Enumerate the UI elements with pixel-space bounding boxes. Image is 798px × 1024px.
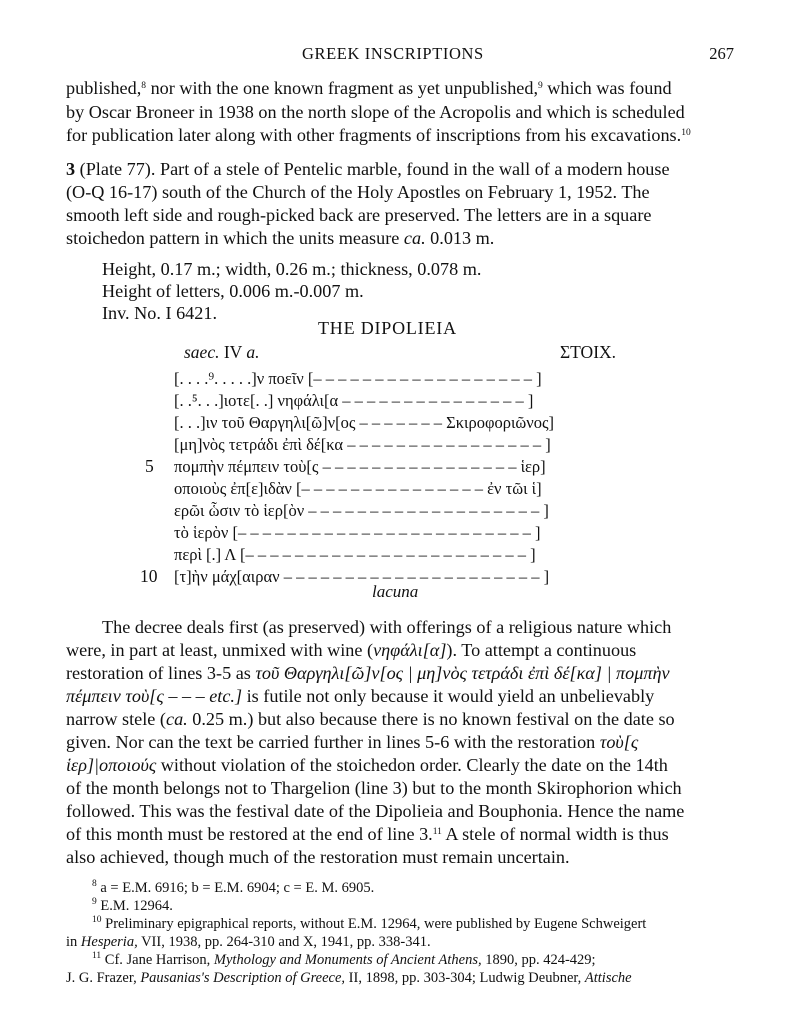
inscription-line-8: τὸ ἱερὸν [– – – – – – – – – – – – – – – – – – – – – – – – ]: [174, 523, 541, 542]
footnote-11: $^{11}$ Cf. Jane Harrison, Mythology and Monuments of Ancient Athens, 1890, pp. 424-429;: [92, 951, 596, 968]
footnote-8: $^8$ a = E.M. 6916; b = E.M. 6904; c = E. M. 6905.: [92, 879, 375, 896]
discussion-line-7: ἱερ]|οποιούς without violation of the stoichedon order. Clearly the date on the 14th: [66, 755, 668, 775]
entry-line-4: stoichedon pattern in which the units measure ca. 0.013 m.: [66, 228, 495, 248]
inventory-line: Inv. No. I 6421.: [102, 303, 218, 323]
entry-number: 3: [66, 159, 76, 179]
footnote-11-cont: J. G. Frazer, Pausanias's Description of Greece, II, 1898, pp. 303-304; Ludwig Deubner, Attische: [66, 970, 632, 986]
letter-height-line: Height of letters, 0.006 m.-0.007 m.: [102, 281, 364, 301]
inscription-line-10: [τ]ὴν μάχ[αιραν – – – – – – – – – – – – – – – – – – – – – ]: [174, 567, 550, 586]
entry-line-3: smooth left side and rough-picked back are preserved. The letters are in a square: [66, 205, 652, 225]
stoichedon-label: ΣΤΟΙΧ.: [560, 342, 617, 362]
footnote-ref-8[interactable]: 8: [141, 81, 147, 91]
discussion-line-5: narrow stele (ca. 0.25 m.) but also because there is no known festival on the date so: [66, 709, 675, 729]
inscription-line-3: [. . .]ιν τοῦ Θαργηλι[ῶ]ν[ος – – – – – – – Σκιροφοριῶνος]: [174, 413, 554, 432]
intro-line-2: by Oscar Broneer in 1938 on the north slope of the Acropolis and which is scheduled: [66, 102, 685, 122]
footnote-ref-10[interactable]: 10: [681, 128, 691, 138]
inscription-line-9: περὶ [.] Λ [– – – – – – – – – – – – – – – – – – – – – – – ]: [174, 545, 536, 564]
inscription-title: THE DIPOLIEIA: [318, 318, 457, 338]
discussion-line-8: of the month belongs not to Thargelion (line 3) but to the month Skirophorion which: [66, 778, 682, 798]
page-number: 267: [709, 44, 734, 63]
discussion-line-4: πέμπειν τοὺ[ς – – – etc.] is futile not only because it would yield an unbelievably: [66, 686, 655, 706]
discussion-line-10: of this month must be restored at the end of line 3.11 A stele of normal width is thus: [66, 824, 669, 844]
footnote-9: $^9$ E.M. 12964.: [92, 897, 173, 914]
inscription-line-1: [. . . .⁹. . . . .]ν ποεῖν [– – – – – – – – – – – – – – – – – – ]: [174, 369, 542, 388]
inscription-date: saec. IV a.: [184, 342, 260, 362]
inscription-line-4: [μη]νὸς τετράδι ἐπὶ δέ[κα – – – – – – – – – – – – – – – – ]: [174, 435, 551, 454]
footnote-10-cont: in Hesperia, VII, 1938, pp. 264-310 and X, 1941, pp. 338-341.: [66, 934, 431, 950]
footnote-10: $^{10}$ Preliminary epigraphical reports, without E.M. 12964, were published by Eugene Schweigert: [92, 915, 647, 932]
footnote-ref-11[interactable]: 11: [432, 827, 442, 837]
entry-line-1: 3 (Plate 77). Part of a stele of Pentelic marble, found in the wall of a modern house: [66, 159, 670, 179]
entry-line-2: (O-Q 16-17) south of the Church of the Holy Apostles on February 1, 1952. The: [66, 182, 650, 202]
running-header: GREEK INSCRIPTIONS: [302, 44, 484, 63]
inscription-line-2: [. .⁵. . .]ιοτε[. .] νηφάλι[α – – – – – – – – – – – – – – – ]: [174, 391, 534, 410]
inscription-line-6: οποιοὺς ἐπ[ε]ιδὰν [– – – – – – – – – – – – – – – ἐν τῶι ἱ]: [174, 479, 542, 498]
dimensions-line: Height, 0.17 m.; width, 0.26 m.; thickness, 0.078 m.: [102, 259, 482, 279]
discussion-line-11: also achieved, though much of the restoration must remain uncertain.: [66, 847, 570, 867]
inscription-line-5: πομπὴν πέμπειν τοὺ[ς – – – – – – – – – – – – – – – – ἱερ]: [174, 457, 546, 476]
discussion-line-2: were, in part at least, unmixed with wine (νηφάλι[α]). To attempt a continuous: [66, 640, 637, 660]
line-number-5: 5: [145, 456, 154, 476]
intro-line-1: published,$^8$ nor with the one known fragment as yet unpublished,$^9$ which was found: [66, 78, 672, 98]
discussion-line-6: given. Nor can the text be carried further in lines 5-6 with the restoration τοὺ[ς: [66, 732, 639, 752]
footnote-ref-9[interactable]: 9: [538, 81, 543, 91]
inscription-line-7: ερῶι ὧσιν τὸ ἱερ[ὸν – – – – – – – – – – – – – – – – – – – ]: [174, 501, 549, 520]
lacuna-label: lacuna: [372, 582, 419, 601]
discussion-line-1: The decree deals first (as preserved) with offerings of a religious nature which: [102, 617, 672, 637]
intro-line-3: for publication later along with other fragments of inscriptions from his excavations.$^{10}$: [66, 125, 691, 145]
discussion-line-3: restoration of lines 3-5 as τοῦ Θαργηλι[ῶ]ν[ος | μη]νὸς τετράδι ἐπὶ δέ[κα] | πομπὴν: [66, 663, 670, 683]
discussion-line-9: followed. This was the festival date of the Dipolieia and Bouphonia. Hence the name: [66, 801, 685, 821]
line-number-10: 10: [140, 566, 158, 586]
